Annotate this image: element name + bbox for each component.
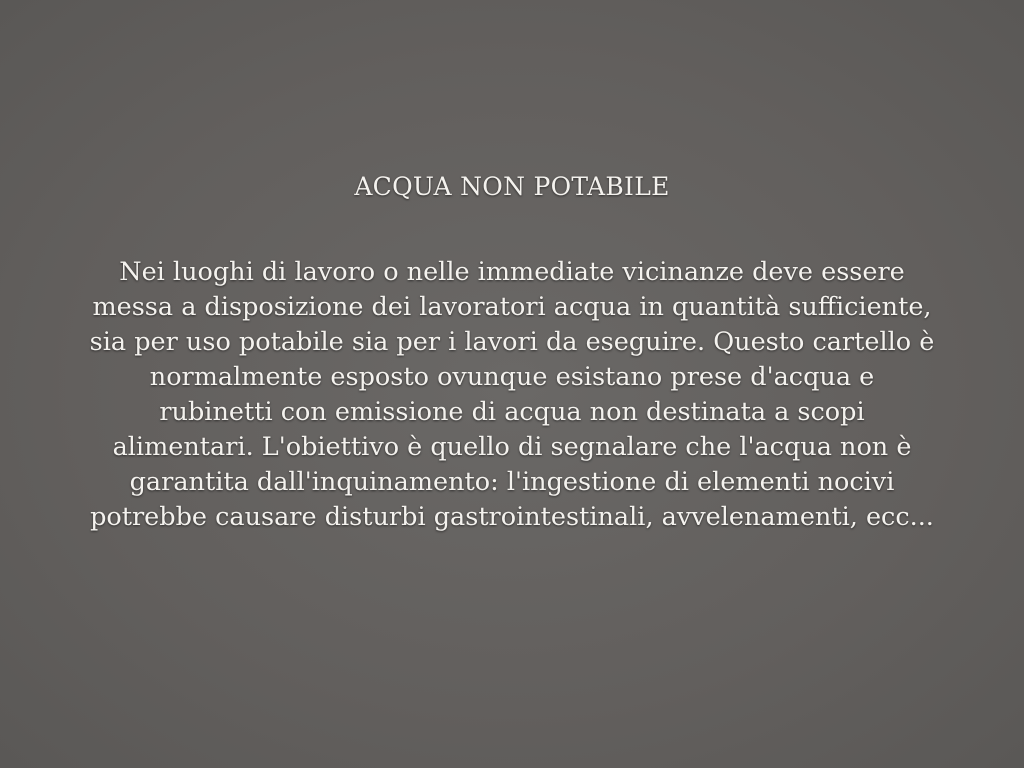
paragraph-line: garantita dall'inquinamento: l'ingestione di elementi nocivi [129, 467, 895, 497]
slide-title: ACQUA NON POTABILE [354, 172, 670, 201]
paragraph-line: Nei luoghi di lavoro o nelle immediate vicinanze deve essere [119, 257, 905, 287]
paragraph-line: messa a disposizione dei lavoratori acqua in quantità sufficiente, [92, 292, 932, 322]
paragraph-line: potrebbe causare disturbi gastrointestinali, avvelenamenti, ecc... [90, 502, 934, 532]
paragraph-line: sia per uso potabile sia per i lavori da eseguire. Questo cartello è [89, 327, 935, 357]
paragraph-line: rubinetti con emissione di acqua non destinata a scopi [159, 397, 865, 427]
slide-body-paragraph [22, 255, 1002, 535]
paragraph-line: alimentari. L'obiettivo è quello di segnalare che l'acqua non è [112, 432, 912, 462]
paragraph-line: normalmente esposto ovunque esistano prese d'acqua e [149, 362, 875, 392]
